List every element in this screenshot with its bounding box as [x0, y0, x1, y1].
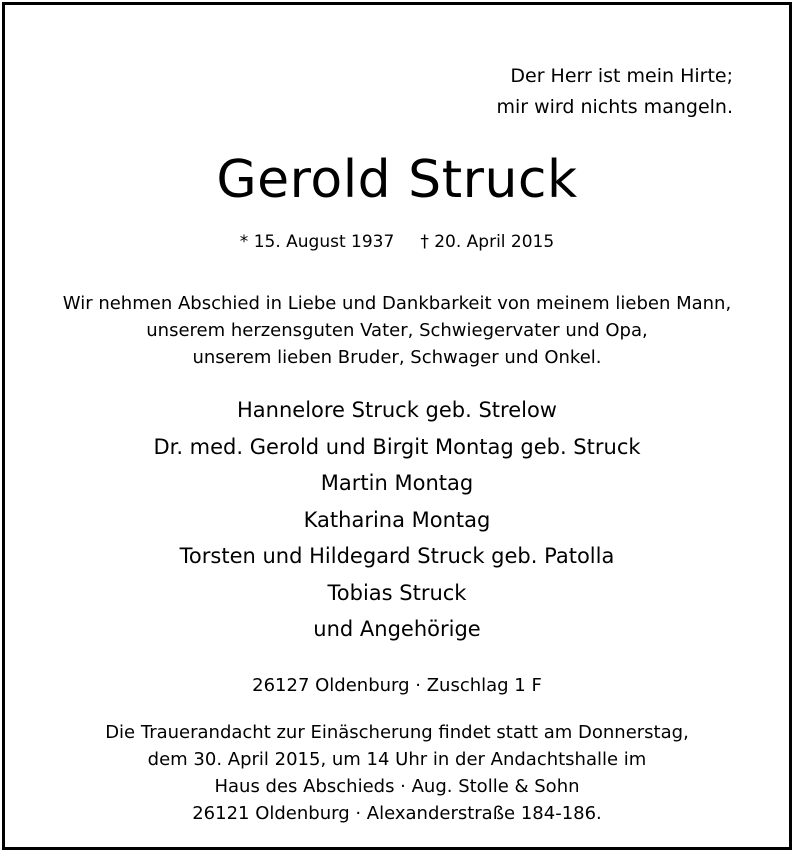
mourner-name: Hannelore Struck geb. Strelow — [237, 398, 557, 422]
birth-date: * 15. August 1937 — [239, 232, 395, 252]
verse-line: Der Herr ist mein Hirte; — [510, 65, 733, 87]
deceased-name: Gerold Struck — [216, 150, 578, 210]
farewell-line: unserem herzensguten Vater, Schwiegervater und Opa, — [146, 320, 648, 341]
mourner-name: Tobias Struck — [327, 580, 467, 605]
service-announcement — [5, 719, 789, 827]
mourner-name: Katharina Montag — [303, 507, 491, 532]
farewell-text — [5, 290, 789, 371]
mourner-name: Dr. med. Gerold und Birgit Montag geb. Struck — [153, 434, 641, 459]
farewell-line: Wir nehmen Abschied in Liebe und Dankbarkeit von meinem lieben Mann, — [62, 293, 732, 314]
service-line: dem 30. April 2015, um 14 Uhr in der Andachtshalle im — [147, 749, 647, 770]
mourner-name: und Angehörige — [313, 617, 481, 641]
farewell-line: unserem lieben Bruder, Schwager und Onkel. — [192, 347, 602, 368]
life-dates — [5, 230, 789, 254]
mourners-list — [5, 392, 789, 648]
service-line: Die Trauerandacht zur Einäscherung findet statt am Donnerstag, — [105, 722, 689, 743]
death-date: † 20. April 2015 — [420, 232, 555, 252]
obituary-notice — [2, 2, 792, 850]
family-address: 26127 Oldenburg · Zuschlag 1 F — [252, 675, 542, 696]
mourner-name: Martin Montag — [320, 471, 474, 495]
bible-verse — [496, 61, 733, 123]
service-line: 26121 Oldenburg · Alexanderstraße 184-186. — [192, 803, 602, 824]
service-line: Haus des Abschieds · Aug. Stolle & Sohn — [214, 776, 580, 797]
mourner-name: Torsten und Hildegard Struck geb. Patolla — [179, 544, 615, 568]
verse-line: mir wird nichts mangeln. — [496, 96, 733, 118]
